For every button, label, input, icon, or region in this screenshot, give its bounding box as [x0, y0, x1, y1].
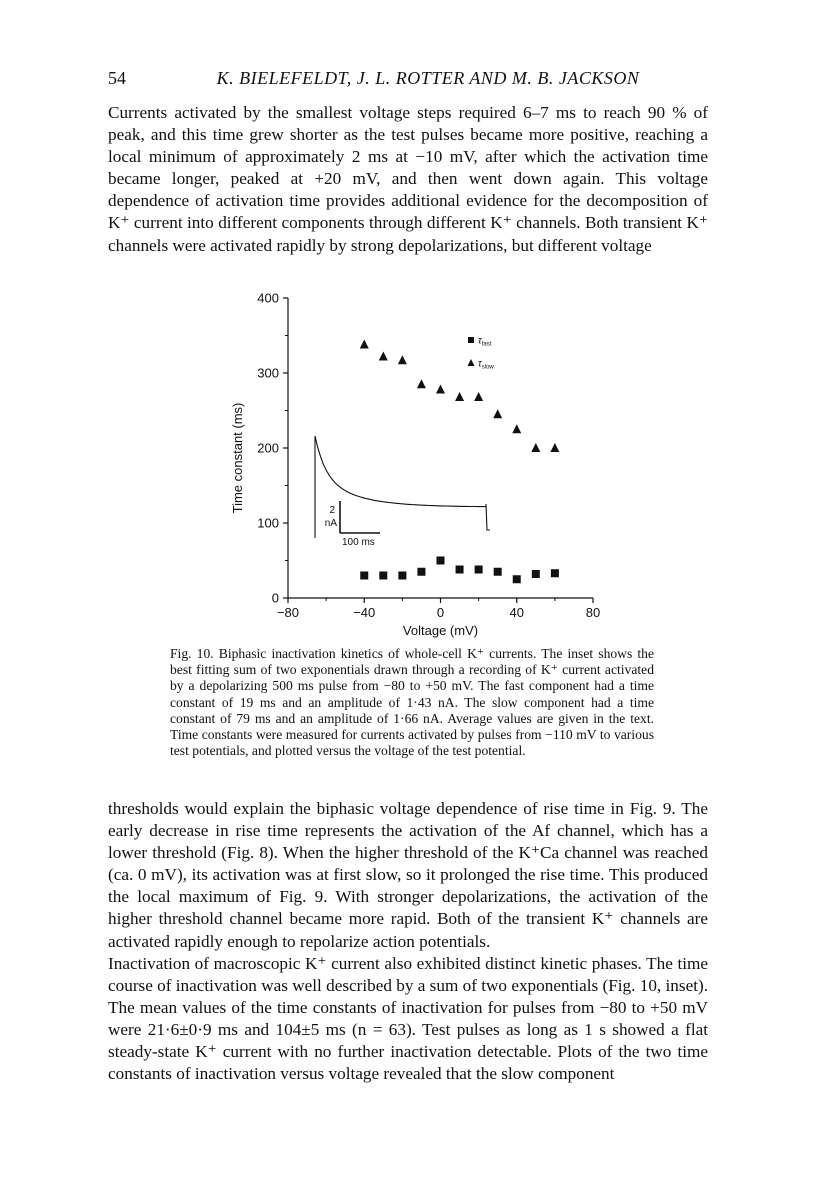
x-tick-label: 40 [509, 605, 524, 620]
legend-square-icon [468, 337, 474, 343]
tau-slow-point [512, 424, 521, 433]
body-paragraph-bottom-1: thresholds would explain the biphasic voltage dependence of rise time in Fig. 9. The early decrease in rise time represents the activation of the Af channel, which has a lower threshold (Fig. 8). When the higher threshold of the K⁺Ca channel was reached (ca. 0 mV), its activation was at first slow, so it prolonged the rise time. This produced the local maximum of Fig. 9. With stronger depolarizations, the activation of the higher threshold channel became more rapid. Both of the transient K⁺ channels are activated rapidly enough to repolarize action potentials. [108, 799, 708, 951]
tau-fast-point [417, 568, 425, 576]
y-tick-label: 400 [257, 290, 279, 306]
chart-legend [468, 336, 495, 371]
body-paragraph-top: Currents activated by the smallest voltage steps required 6–7 ms to reach 90 % of peak, and this time grew shorter as the test pulses became more positive, reaching a local minimum of approximately 2 ms at −10 mV, after which the activation time became longer, peaked at +20 mV, and then went down again. This voltage dependence of activation time provides additional evidence for the decomposition of K⁺ current into different components through different K⁺ channels. Both transient K⁺ channels were activated rapidly by strong depolarizations, but different voltage [108, 103, 708, 255]
scale-label-time: 100 ms [342, 537, 375, 548]
chart-marks [360, 340, 560, 584]
scale-label-current-unit: nA [324, 518, 337, 529]
body-text-bottom [108, 798, 708, 1085]
x-tick-label: −80 [276, 605, 300, 620]
x-tick-label: −40 [353, 605, 376, 620]
figure-caption: Fig. 10. Biphasic inactivation kinetics of whole-cell K⁺ currents. The inset shows the best fitting sum of two exponentials drawn through a recording of K⁺ current activated by a depolarizing 500 ms pulse from −80 to +50 mV. The fast component had a time constant of 19 ms and an amplitude of 1·43 nA. The slow component had a time constant of 79 ms and an amplitude of 1·66 nA. Average values are given in the text. Time constants were measured for currents activated by pulses from −110 mV to various test potentials, and plotted versus the voltage of the test potential. [170, 646, 654, 759]
tau-slow-point [398, 355, 407, 364]
y-tick-label: 100 [257, 515, 279, 531]
y-axis-label: Time constant (ms) [230, 402, 245, 514]
x-tick-label: 80 [585, 605, 601, 620]
tau-fast-point [379, 572, 387, 580]
tau-slow-point [417, 379, 426, 388]
legend-triangle-icon [468, 359, 475, 366]
tau-slow-point [455, 392, 464, 401]
tau-fast-point [551, 569, 559, 577]
legend-label: $\tau_{slow}$ [478, 358, 494, 371]
x-tick-label: 0 [436, 605, 445, 620]
tau-slow-point [550, 443, 559, 452]
inset-current-trace [315, 436, 490, 548]
x-axis-label: Voltage (mV) [402, 623, 479, 638]
tau-fast-point [532, 570, 540, 578]
legend-label: $\tau_{fast}$ [478, 335, 492, 348]
y-tick-label: 300 [257, 365, 279, 381]
y-tick-label: 0 [271, 590, 279, 606]
tau-slow-point [531, 443, 540, 452]
page-number: 54 [108, 68, 126, 88]
tau-slow-point [360, 340, 369, 349]
tau-fast-point [398, 572, 406, 580]
current-trace [315, 436, 490, 538]
body-paragraph-bottom-2: Inactivation of macroscopic K⁺ current also exhibited distinct kinetic phases. The time course of inactivation was well described by a sum of two exponentials (Fig. 10, inset). The mean values of the time constants of inactivation for pulses from −80 to +50 mV were 21·6±0·9 ms and 104±5 ms (n = 63). Test pulses as long as 1 s showed a flat steady-state K⁺ current with no further inactivation detectable. Plots of the two time constants of inactivation versus voltage revealed that the slow component [108, 953, 708, 1084]
y-tick-label: 200 [257, 440, 279, 456]
chart-axes [230, 291, 600, 639]
tau-fast-point [360, 572, 368, 580]
tau-fast-point [494, 568, 502, 576]
time-constant-chart [218, 283, 618, 643]
tau-fast-point [475, 566, 483, 574]
tau-fast-point [513, 575, 521, 583]
tau-fast-point [437, 557, 445, 565]
scale-label-current: 2 [329, 505, 335, 516]
tau-slow-point [379, 352, 388, 361]
running-header [108, 68, 708, 92]
tau-slow-point [474, 392, 483, 401]
running-head-authors: K. BIELEFELDT, J. L. ROTTER AND M. B. JACKSON [216, 68, 640, 88]
tau-fast-point [456, 566, 464, 574]
tau-slow-point [436, 385, 445, 394]
figure-10 [218, 283, 618, 643]
tau-slow-point [493, 409, 502, 418]
